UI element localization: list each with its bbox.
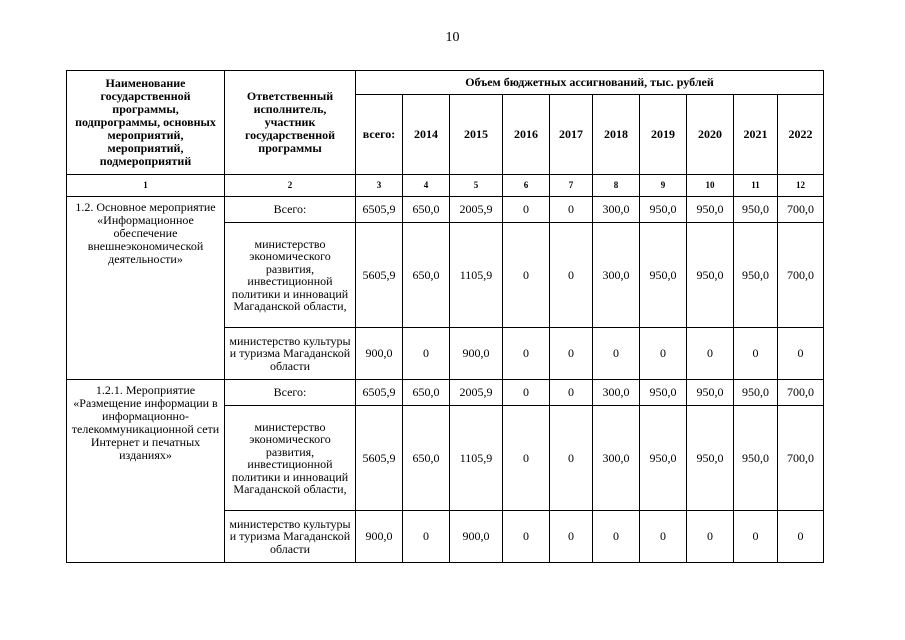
value-cell: 5605,9 [356, 406, 403, 511]
value-cell: 0 [550, 328, 593, 380]
value-cell: 0 [550, 406, 593, 511]
value-cell: 6505,9 [356, 197, 403, 223]
value-cell: 650,0 [403, 406, 450, 511]
value-cell: 1105,9 [450, 223, 503, 328]
header-budget: Объем бюджетных ассигнований, тыс. рублей [356, 71, 824, 95]
value-cell: 1105,9 [450, 406, 503, 511]
value-cell: 950,0 [734, 223, 778, 328]
value-cell: 300,0 [593, 406, 640, 511]
value-cell: 6505,9 [356, 380, 403, 406]
header-year: 2022 [778, 95, 824, 175]
value-cell: 0 [503, 406, 550, 511]
value-cell: 0 [640, 511, 687, 563]
value-cell: 650,0 [403, 380, 450, 406]
executor-cell: министерство экономического развития, инвестиционной политики и инноваций Магаданской области, [225, 406, 356, 511]
column-number: 12 [778, 175, 824, 197]
value-cell: 0 [550, 223, 593, 328]
budget-table [66, 70, 824, 563]
value-cell: 0 [503, 380, 550, 406]
value-cell: 900,0 [356, 328, 403, 380]
value-cell: 0 [778, 328, 824, 380]
header-year: 2018 [593, 95, 640, 175]
value-cell: 2005,9 [450, 197, 503, 223]
executor-cell: министерство экономического развития, инвестиционной политики и инноваций Магаданской области, [225, 223, 356, 328]
value-cell: 0 [503, 223, 550, 328]
page-number: 10 [445, 30, 460, 45]
value-cell: 300,0 [593, 380, 640, 406]
executor-cell: Всего: [225, 197, 356, 223]
header-name: Наименование государственной программы, подпрограммы, основных мероприятий, мероприятий, подмероприятий [67, 71, 225, 175]
value-cell: 950,0 [734, 197, 778, 223]
activity-name: 1.2. Основное мероприятие «Информационное обеспечение внешнеэкономической деятельности» [67, 197, 225, 380]
header-year: 2020 [687, 95, 734, 175]
value-cell: 0 [550, 511, 593, 563]
value-cell: 0 [503, 197, 550, 223]
header-year: 2019 [640, 95, 687, 175]
value-cell: 700,0 [778, 197, 824, 223]
value-cell: 950,0 [687, 197, 734, 223]
header-year: 2021 [734, 95, 778, 175]
header-executor: Ответственный исполнитель, участник государственной программы [225, 71, 356, 175]
column-number: 11 [734, 175, 778, 197]
value-cell: 900,0 [450, 511, 503, 563]
value-cell: 650,0 [403, 223, 450, 328]
table-row [67, 380, 824, 406]
value-cell: 0 [403, 328, 450, 380]
value-cell: 950,0 [640, 223, 687, 328]
column-number: 8 [593, 175, 640, 197]
value-cell: 950,0 [734, 406, 778, 511]
column-number: 10 [687, 175, 734, 197]
value-cell: 0 [734, 328, 778, 380]
activity-name: 1.2.1. Мероприятие «Размещение информации в информационно-телекоммуникационной сети Интернет и печатных изданиях» [67, 380, 225, 563]
column-number: 5 [450, 175, 503, 197]
column-number: 2 [225, 175, 356, 197]
executor-cell: министерство культуры и туризма Магаданской области [225, 511, 356, 563]
column-number: 7 [550, 175, 593, 197]
value-cell: 0 [640, 328, 687, 380]
value-cell: 0 [593, 511, 640, 563]
header-total: всего: [356, 95, 403, 175]
value-cell: 2005,9 [450, 380, 503, 406]
column-number: 4 [403, 175, 450, 197]
value-cell: 0 [593, 328, 640, 380]
value-cell: 700,0 [778, 406, 824, 511]
value-cell: 900,0 [356, 511, 403, 563]
value-cell: 300,0 [593, 197, 640, 223]
value-cell: 300,0 [593, 223, 640, 328]
column-number: 9 [640, 175, 687, 197]
header-year: 2017 [550, 95, 593, 175]
value-cell: 0 [403, 511, 450, 563]
table-row [67, 197, 824, 223]
value-cell: 700,0 [778, 380, 824, 406]
value-cell: 650,0 [403, 197, 450, 223]
column-number: 3 [356, 175, 403, 197]
value-cell: 0 [550, 197, 593, 223]
executor-cell: Всего: [225, 380, 356, 406]
value-cell: 0 [550, 380, 593, 406]
header-year: 2016 [503, 95, 550, 175]
value-cell: 950,0 [687, 223, 734, 328]
value-cell: 0 [687, 511, 734, 563]
value-cell: 0 [503, 511, 550, 563]
header-year: 2015 [450, 95, 503, 175]
value-cell: 950,0 [687, 380, 734, 406]
value-cell: 0 [778, 511, 824, 563]
column-number: 6 [503, 175, 550, 197]
header-year: 2014 [403, 95, 450, 175]
value-cell: 0 [734, 511, 778, 563]
value-cell: 5605,9 [356, 223, 403, 328]
value-cell: 950,0 [640, 197, 687, 223]
executor-cell: министерство культуры и туризма Магаданской области [225, 328, 356, 380]
value-cell: 950,0 [687, 406, 734, 511]
value-cell: 700,0 [778, 223, 824, 328]
value-cell: 900,0 [450, 328, 503, 380]
value-cell: 950,0 [734, 380, 778, 406]
column-number: 1 [67, 175, 225, 197]
value-cell: 950,0 [640, 406, 687, 511]
value-cell: 0 [687, 328, 734, 380]
value-cell: 950,0 [640, 380, 687, 406]
value-cell: 0 [503, 328, 550, 380]
